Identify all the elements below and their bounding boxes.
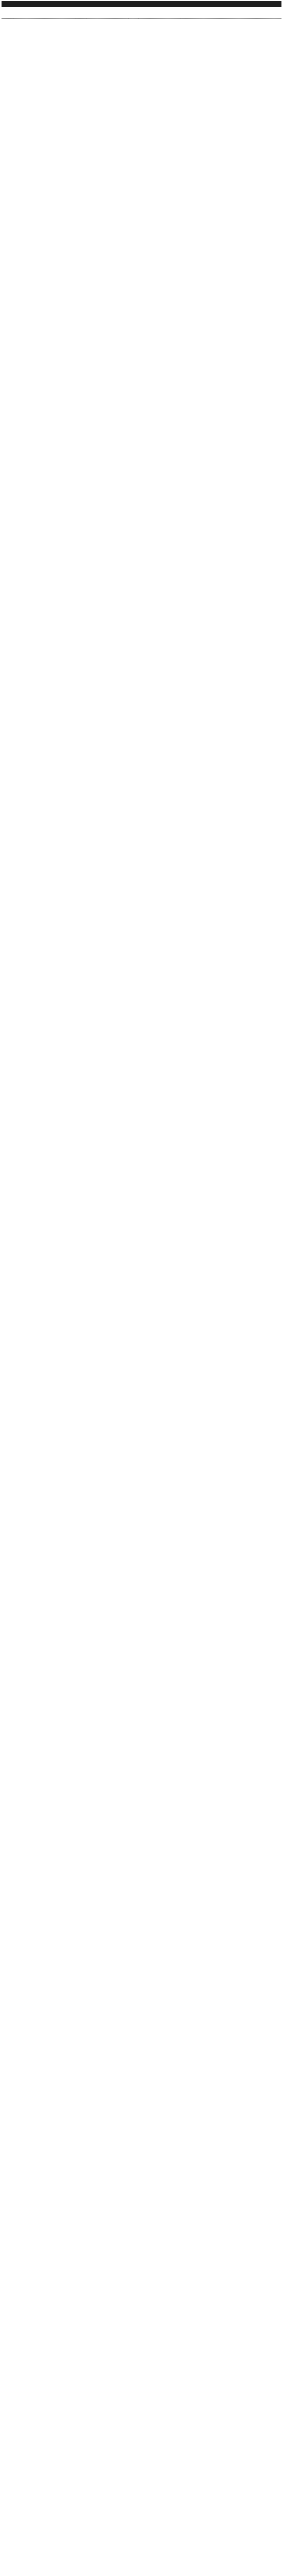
race-header bbox=[2, 1, 281, 7]
trainer-name bbox=[138, 13, 181, 18]
runner-row bbox=[2, 13, 281, 18]
race-favorites bbox=[2, 19, 281, 24]
runner-number bbox=[2, 13, 13, 18]
race-conditions bbox=[2, 7, 281, 13]
race-card bbox=[2, 1, 281, 24]
last-finish bbox=[128, 13, 138, 18]
runners-body bbox=[2, 13, 281, 18]
horse-name bbox=[13, 13, 76, 18]
pedigree bbox=[181, 13, 281, 18]
runner-weight bbox=[76, 13, 86, 18]
runners-table bbox=[2, 13, 281, 19]
racing-program bbox=[0, 0, 283, 28]
jockey-name bbox=[86, 13, 128, 18]
